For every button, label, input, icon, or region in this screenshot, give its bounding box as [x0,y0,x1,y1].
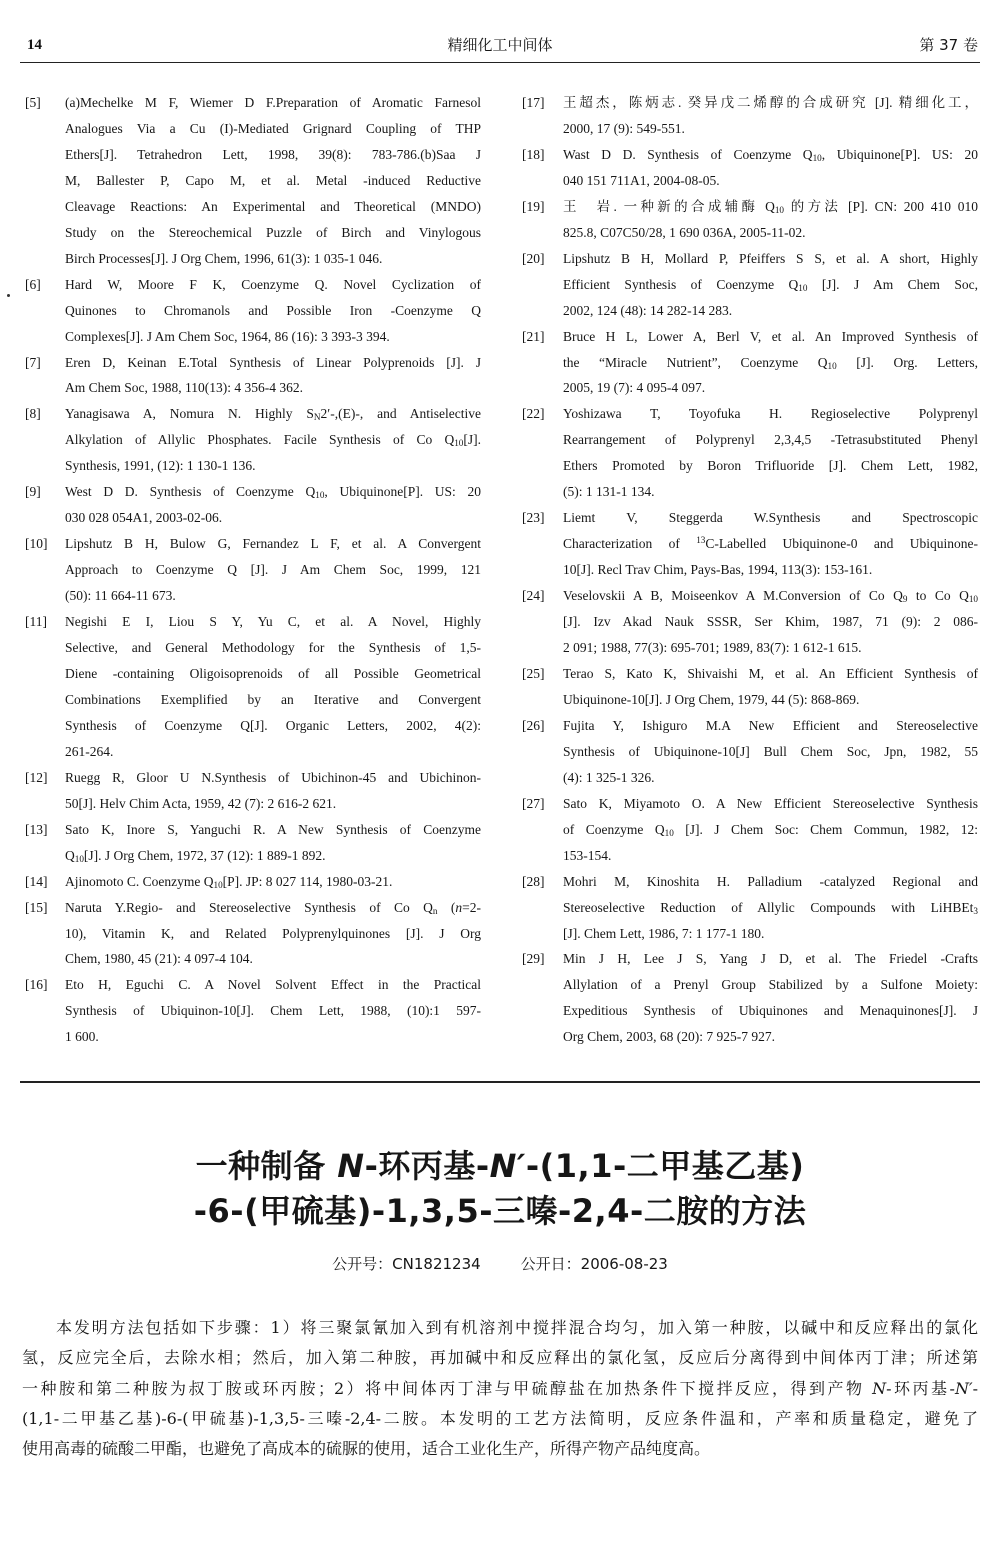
reference-item [522,194,978,246]
reference-label: [17] [522,95,545,110]
subscript: 10 [74,853,84,864]
reference-line: Lipshutz B H, Bulow G, Fernandez L F, et al. A Convergent [65,536,481,552]
reference-label: [16] [25,977,48,993]
text-run: to Co Q [907,588,969,604]
reference-line: 153-154. [563,847,612,863]
subscript: 10 [798,282,808,293]
reference-label: [27] [522,795,545,811]
text-run: of Coenzyme Q [563,821,665,837]
reference-line: 50[J]. Helv Chim Acta, 1959, 42 (7): 2 616-2 621. [65,795,337,811]
reference-line: 1 600. [65,1029,99,1045]
subscript: 10 [812,152,822,163]
reference-line: Eren D, Keinan E.Total Synthesis of Linear Polyprenoids [J]. J [65,354,481,370]
reference-line: 261-264. [65,743,114,759]
reference-line: Allylation of a Prenyl Group Stabilized by a Sulfone Moiety: [563,977,978,993]
reference-line [563,350,978,376]
text-run: -环丙基- [886,1378,955,1398]
reference-item [25,972,481,1050]
publication-number: 公开号：CN1821234 [332,1255,481,1273]
reference-label: [20] [522,250,545,266]
reference-label: [23] [522,510,545,526]
reference-line: Rearrangement of Polyprenyl 2,3,4,5 -Tetrasubstituted Phenyl [563,432,978,448]
italic-text: N [337,1147,365,1185]
abstract-line: (1,1-二甲基乙基)-6-(甲硫基)-1,3,5-三嗪-2,4-二胺。本发明的工艺方法简明，反应条件温和，产率和质量稳定，避免了 [22,1408,978,1428]
references-right-column [522,90,978,1050]
reference-line: Sato K, Inore S, Yanguchi R. A New Synthesis of Coenzyme [65,821,481,837]
text-run: Characterization of [563,536,697,552]
reference-line: 2002, 124 (48): 14 282-14 283. [563,302,733,318]
subscript: 10 [774,204,785,215]
article-title [0,1144,1000,1234]
text-run: -环丙基- [364,1147,490,1185]
reference-item [25,869,481,895]
reference-line [563,272,978,298]
reference-item [25,401,481,479]
reference-line: Birch Processes[J]. J Org Chem, 1996, 61(3): 1 035-1 046. [65,250,383,266]
reference-item [522,401,978,505]
reference-item [25,90,481,272]
reference-label: [11] [25,614,47,630]
text-run: 2′-,(E)-, and Antiselective [320,406,481,422]
reference-item [25,609,481,765]
text-run: [J]. J Org Chem, 1972, 37 (12): 1 889-1 892. [83,847,326,863]
reference-label: [25] [522,665,545,681]
reference-line: [J]. Chem Lett, 1986, 7: 1 177-1 180. [563,925,765,941]
reference-line: Approach to Coenzyme Q [J]. J Am Chem Soc, 1999, 121 [65,562,481,578]
text-run: ( [437,899,456,915]
italic-text: N′ [954,1378,973,1398]
reference-label: [29] [522,951,545,967]
reference-line: Min J H, Lee J S, Yang J D, et al. The Friedel -Crafts [563,951,978,967]
reference-item [25,895,481,973]
reference-line: 10[J]. Recl Trav Chim, Pays-Bas, 1994, 113(3): 153-161. [563,562,873,578]
reference-line: Study on the Stereochemical Puzzle of Birch and Vinylogous [65,224,481,240]
reference-label: [15] [25,899,48,915]
reference-line: Ubiquinone-10[J]. J Org Chem, 1979, 44 (5): 868-869. [563,691,860,707]
reference-item [522,246,978,324]
reference-line: Ruegg R, Gloor U N.Synthesis of Ubichinon-45 and Ubichinon- [65,769,481,785]
reference-line: Negishi E I, Liou S Y, Yu C, et al. A Novel, Highly [65,614,481,630]
text-run: Efficient Synthesis of Coenzyme Q [563,276,799,292]
reference-line: Ethers[J]. Tetrahedron Lett, 1998, 39(8): 783-786.(b)Saa J [65,146,481,162]
references-left-column [25,90,481,1050]
reference-label: [28] [522,873,545,889]
reference-line [563,194,978,220]
text-run: , Ubiquinone[P]. US: 20 [324,484,482,500]
section-divider [20,1081,980,1083]
reference-item [522,946,978,1050]
text-run: 一种胺和第二种胺为叔丁胺或环丙胺；2）将中间体丙丁津与甲硫醇盐在加热条件下搅拌反应，得到产物 [22,1378,873,1398]
reference-label: [26] [522,717,545,733]
reference-item [25,350,481,402]
subscript: N [313,412,321,423]
text-run: Q [65,847,75,863]
text-run: -(1,1-二甲基乙基) [525,1147,805,1185]
text-run: [J]. [463,432,481,448]
text-run: C-Labelled Ubiquinone-0 and Ubiquinone- [705,536,978,552]
reference-line: Diene -containing Oligoisoprenoids of all Possible Geometrical [65,665,481,681]
italic-text: N′ [489,1147,526,1185]
reference-label: [6] [25,276,41,292]
publication-date: 公开日：2006-08-23 [520,1255,668,1273]
reference-line [563,817,978,843]
subscript: 10 [664,827,674,838]
reference-line [563,895,978,921]
text-run: Yanagisawa A, Nomura N. Highly S [65,406,314,422]
reference-line: 040 151 711A1, 2004-08-05. [563,172,720,188]
reference-item [522,869,978,947]
reference-line: 10), Vitamin K, and Related Polyprenylquinones [J]. J Org [65,925,481,941]
text-run: Veselovskii A B, Moiseenkov A M.Conversion of Co Q [563,588,903,604]
subscript: 10 [968,594,978,605]
text-run: =2- [462,899,481,915]
text-run: [J]. J Chem Soc: Chem Commun, 1982, 12: [673,821,978,837]
reference-line: 2000, 17 (9): 549-551. [563,120,685,136]
title-line: -6-(甲硫基)-1,3,5-三嗪-2,4-二胺的方法 [193,1192,807,1230]
text-run: [P]. JP: 8 027 114, 1980-03-21. [222,873,393,889]
reference-line: Org Chem, 2003, 68 (20): 7 925-7 927. [563,1029,775,1045]
abstract-line [22,1374,978,1404]
reference-label: [14] [25,873,48,889]
reference-label: [22] [522,406,545,422]
text-run: 一种制备 [195,1147,338,1185]
reference-label: [12] [25,769,48,785]
reference-line: Yoshizawa T, Toyofuka H. Regioselective Polyprenyl [563,406,978,422]
reference-line: (a)Mechelke M F, Wiemer D F.Preparation of Aromatic Farnesol [65,95,481,110]
reference-item [25,479,481,531]
reference-line [563,583,978,609]
reference-line: Sato K, Miyamoto O. A New Efficient Stereoselective Synthesis [563,795,978,811]
italic-text: n [455,899,463,915]
reference-line: (4): 1 325-1 326. [563,769,655,785]
subscript: n [432,905,438,916]
reference-line: Hard W, Moore F K, Coenzyme Q. Novel Cyclization of [65,276,481,292]
text-run: 的方法 [P]. CN: 200 410 010 [784,198,978,214]
reference-label: [8] [25,406,41,422]
reference-item [522,661,978,713]
reference-line [65,895,481,921]
reference-item [522,90,978,142]
text-run: Wast D D. Synthesis of Coenzyme Q [563,146,813,162]
reference-line: Bruce H L, Lower A, Berl V, et al. An Improved Synthesis of [563,328,978,344]
reference-line: Cleavage Reactions: An Experimental and Theoretical (MNDO) [65,198,481,214]
reference-line: Combinations Exemplified by an Iterative and Convergent [65,691,481,707]
reference-item [522,142,978,194]
reference-item [25,531,481,609]
reference-item [25,765,481,817]
scan-dot [7,294,10,297]
reference-line [65,843,481,869]
reference-label: [24] [522,588,545,604]
reference-line [65,869,481,895]
reference-line: Eto H, Eguchi C. A Novel Solvent Effect in the Practical [65,977,481,993]
reference-item [522,791,978,869]
title-line [0,1144,1000,1189]
reference-line: Ethers Promoted by Boron Trifluoride [J]. Chem Lett, 1982, [563,458,978,474]
reference-line: Am Chem Soc, 1988, 110(13): 4 356-4 362. [65,380,303,396]
reference-line: Quinones to Chromanols and Possible Iron -Coenzyme Q [65,302,481,318]
text-run: the “Miracle Nutrient”, Coenzyme Q [563,354,828,370]
reference-label: [21] [522,328,545,344]
italic-text: N [872,1378,887,1398]
text-run: , Ubiquinone[P]. US: 20 [821,146,979,162]
reference-line: Complexes[J]. J Am Chem Soc, 1964, 86 (16): 3 393-3 394. [65,328,390,344]
reference-line: Mohri M, Kinoshita H. Palladium -catalyzed Regional and [563,873,978,889]
reference-label: [10] [25,536,48,552]
reference-line [65,401,481,427]
reference-line: [J]. Izv Akad Nauk SSSR, Ser Khim, 1987, 71 (9): 2 086- [563,614,978,630]
text-run: 王 岩. 一种新的合成辅酶 Q [563,198,775,214]
text-run: Ajinomoto C. Coenzyme Q [65,873,214,889]
text-run: Stereoselective Reduction of Allylic Compounds with LiHBEt [563,899,974,915]
subscript: 10 [315,490,325,501]
reference-line: 2005, 19 (7): 4 095-4 097. [563,380,706,396]
reference-label: [19] [522,198,545,214]
reference-label: [13] [25,821,48,837]
reference-line: Synthesis of Ubiquinone-10[J] Bull Chem Soc, Jpn, 1982, 55 [563,743,978,759]
page-number: 14 [27,37,42,53]
reference-label: [5] [25,95,41,110]
reference-line: Synthesis, 1991, (12): 1 130-1 136. [65,458,256,474]
header-rule [20,62,980,63]
journal-name: 精细化工中间体 [447,36,553,54]
text-run: [J]. Org. Letters, [836,354,978,370]
subscript: 10 [827,360,837,371]
reference-line: 王超杰，陈炳志. 癸异戊二烯醇的合成研究 [J]. 精细化工， [563,95,978,110]
reference-line: Fujita Y, Ishiguro M.A New Efficient and Stereoselective [563,717,978,733]
reference-label: [9] [25,484,41,500]
reference-line: M, Ballester P, Capo M, et al. Metal -induced Reductive [65,172,481,188]
reference-item [25,817,481,869]
reference-item [522,324,978,402]
reference-label: [7] [25,354,41,370]
superscript: 13 [696,535,706,546]
reference-item [522,505,978,583]
reference-line: Chem, 1980, 45 (21): 4 097-4 104. [65,951,253,967]
abstract-line: 本发明方法包括如下步骤：1）将三聚氯氰加入到有机溶剂中搅拌混合均匀，加入第一种胺，以碱中和反应释出的氯化 [56,1318,978,1337]
reference-line: 2 091; 1988, 77(3): 695-701; 1989, 83(7): 1 612-1 615. [563,640,862,656]
reference-line: Liemt V, Steggerda W.Synthesis and Spectroscopic [563,510,978,526]
abstract-line: 使用高毒的硫酸二甲酯，也避免了高成本的硫脲的使用，适合工业化生产，所得产物产品纯度高。 [22,1439,711,1458]
subscript: 9 [902,594,908,605]
reference-line: Selective, and General Methodology for the Synthesis of 1,5- [65,640,481,656]
subscript: 10 [454,438,464,449]
reference-item [25,272,481,350]
reference-line: Synthesis of Ubiquinon-10[J]. Chem Lett, 1988, (10):1 597- [65,1003,481,1019]
abstract [22,1313,978,1464]
reference-line [65,479,481,505]
text-run: West D D. Synthesis of Coenzyme Q [65,484,316,500]
publication-info [0,1254,1000,1274]
reference-line: Terao S, Kato K, Shivaishi M, et al. An Efficient Synthesis of [563,665,978,681]
reference-line [65,427,481,453]
reference-label: [18] [522,146,545,162]
reference-item [522,583,978,661]
text-run: - [972,1378,978,1398]
subscript: 10 [213,879,223,890]
reference-line [563,142,978,168]
subscript: 3 [973,905,978,916]
reference-line [563,531,978,557]
abstract-line: 氢，反应完全后，去除水相；然后，加入第二种胺，再加碱中和反应释出的氯化氢，反应后分离得到中间体丙丁津；所述第 [22,1348,978,1368]
reference-item [522,713,978,791]
reference-line: (5): 1 131-1 134. [563,484,655,500]
reference-line: (50): 11 664-11 673. [65,588,176,604]
reference-line: 030 028 054A1, 2003-02-06. [65,510,223,526]
text-run: Alkylation of Allylic Phosphates. Facile Synthesis of Co Q [65,432,455,448]
reference-line: Lipshutz B H, Mollard P, Pfeiffers S S, et al. A short, Highly [563,250,978,266]
reference-line: Expeditious Synthesis of Ubiquinones and Menaquinones[J]. J [563,1003,978,1019]
reference-line: 825.8, C07C50/28, 1 690 036A, 2005-11-02. [563,224,806,240]
text-run: [J]. J Am Chem Soc, [807,276,978,292]
volume-label: 第 37 卷 [919,36,978,54]
reference-line: Analogues Via a Cu (I)-Mediated Grignard Coupling of THP [65,120,481,136]
text-run: Naruta Y.Regio- and Stereoselective Synthesis of Co Q [65,899,433,915]
reference-line: Synthesis of Coenzyme Q[J]. Organic Letters, 2002, 4(2): [65,717,481,733]
